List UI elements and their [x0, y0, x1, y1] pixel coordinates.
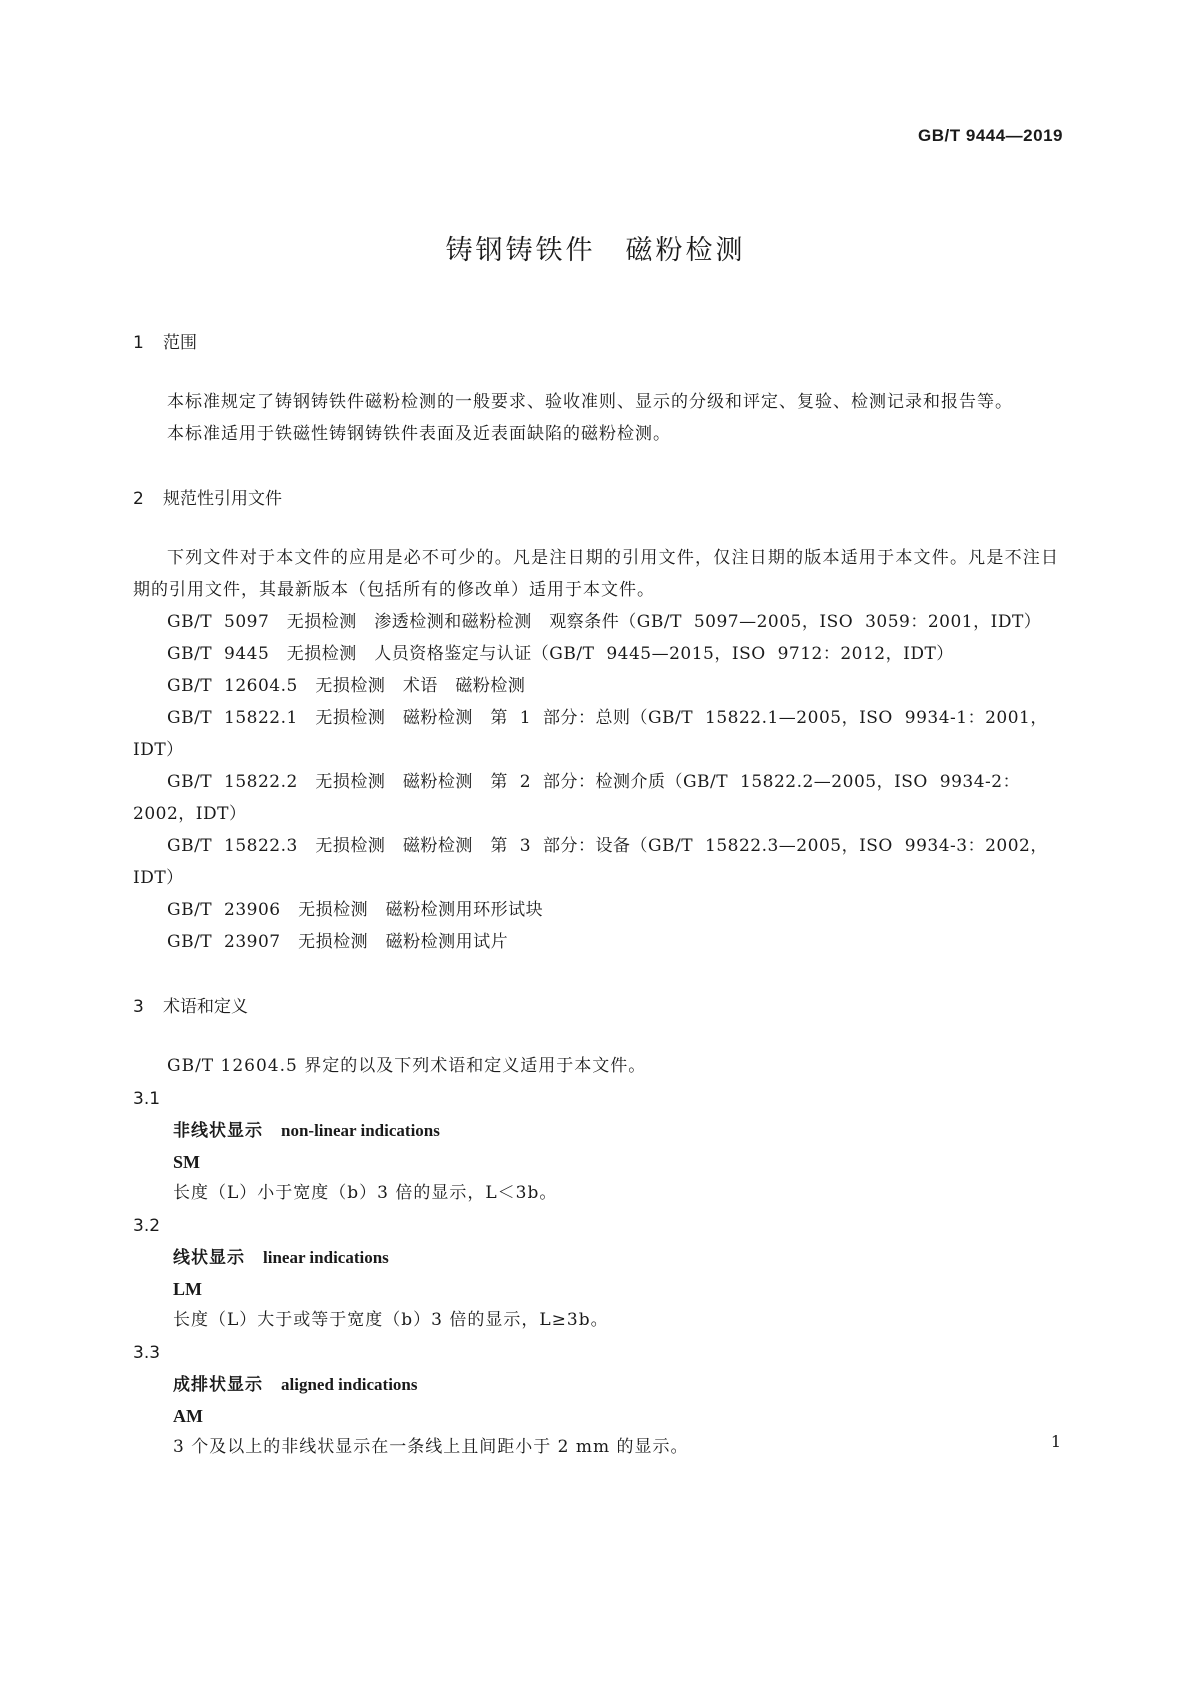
term-number: 3.1 [133, 1089, 161, 1109]
term-chinese: 线状显示 [173, 1248, 245, 1268]
term-english: non-linear indications [281, 1121, 440, 1140]
page-number: 1 [1050, 1432, 1061, 1451]
term-number: 3.3 [133, 1343, 161, 1363]
standard-code: GB/T 9444—2019 [918, 126, 1063, 145]
term-abbreviation: AM [173, 1406, 203, 1426]
section-heading-scope [133, 330, 1059, 356]
reference-item: GB/T 9445 无损检测 人员资格鉴定与认证（GB/T 9445—2015，ISO 9712：2012，IDT） [167, 644, 954, 664]
term-english: linear indications [263, 1248, 389, 1267]
section-number: 3 [133, 997, 144, 1017]
term-english: aligned indications [281, 1375, 418, 1394]
section-title: 术语和定义 [163, 997, 248, 1017]
term-number: 3.2 [133, 1216, 161, 1236]
term-entry [133, 1115, 1059, 1147]
section-heading-terms [133, 994, 1059, 1020]
term-entry [133, 1369, 1059, 1401]
terms-intro: GB/T 12604.5 界定的以及下列术语和定义适用于本文件。 [167, 1056, 647, 1076]
term-abbreviation: LM [173, 1279, 202, 1299]
document-title: 铸钢铸铁件 磁粉检测 [445, 235, 746, 266]
term-definition: 3 个及以上的非线状显示在一条线上且间距小于 2 mm 的显示。 [173, 1437, 689, 1457]
reference-item: GB/T 15822.1 无损检测 磁粉检测 第 1 部分：总则（GB/T 15822.1—2005，ISO 9934-1：2001，IDT） [133, 708, 1048, 760]
term-definition: 长度（L）大于或等于宽度（b）3 倍的显示，L≥3b。 [173, 1310, 609, 1330]
scope-paragraph: 本标准规定了铸钢铸铁件磁粉检测的一般要求、验收准则、显示的分级和评定、复验、检测记录和报告等。 [167, 392, 1013, 412]
reference-item: GB/T 23907 无损检测 磁粉检测用试片 [167, 932, 509, 952]
section-heading-normative-references [133, 486, 1059, 512]
section-number: 2 [133, 489, 144, 509]
term-chinese: 成排状显示 [173, 1375, 263, 1395]
section-title: 范围 [163, 333, 197, 353]
section-number: 1 [133, 333, 144, 353]
references-intro: 下列文件对于本文件的应用是必不可少的。凡是注日期的引用文件，仅注日期的版本适用于本文件。凡是不注日期的引用文件，其最新版本（包括所有的修改单）适用于本文件。 [133, 548, 1059, 600]
reference-item: GB/T 15822.2 无损检测 磁粉检测 第 2 部分：检测介质（GB/T 15822.2—2005，ISO 9934-2：2002，IDT） [133, 772, 1021, 824]
term-chinese: 非线状显示 [173, 1121, 263, 1141]
term-definition: 长度（L）小于宽度（b）3 倍的显示，L＜3b。 [173, 1183, 558, 1203]
document-body [133, 330, 1059, 1463]
reference-item: GB/T 15822.3 无损检测 磁粉检测 第 3 部分：设备（GB/T 15822.3—2005，ISO 9934-3：2002，IDT） [133, 836, 1048, 888]
reference-item: GB/T 23906 无损检测 磁粉检测用环形试块 [167, 900, 544, 920]
section-title: 规范性引用文件 [163, 489, 282, 509]
reference-item: GB/T 12604.5 无损检测 术语 磁粉检测 [167, 676, 526, 696]
reference-item: GB/T 5097 无损检测 渗透检测和磁粉检测 观察条件（GB/T 5097—2005，ISO 3059：2001，IDT） [167, 612, 1042, 632]
term-abbreviation: SM [173, 1152, 200, 1172]
term-entry [133, 1242, 1059, 1274]
scope-paragraph: 本标准适用于铁磁性铸钢铸铁件表面及近表面缺陷的磁粉检测。 [167, 424, 671, 444]
